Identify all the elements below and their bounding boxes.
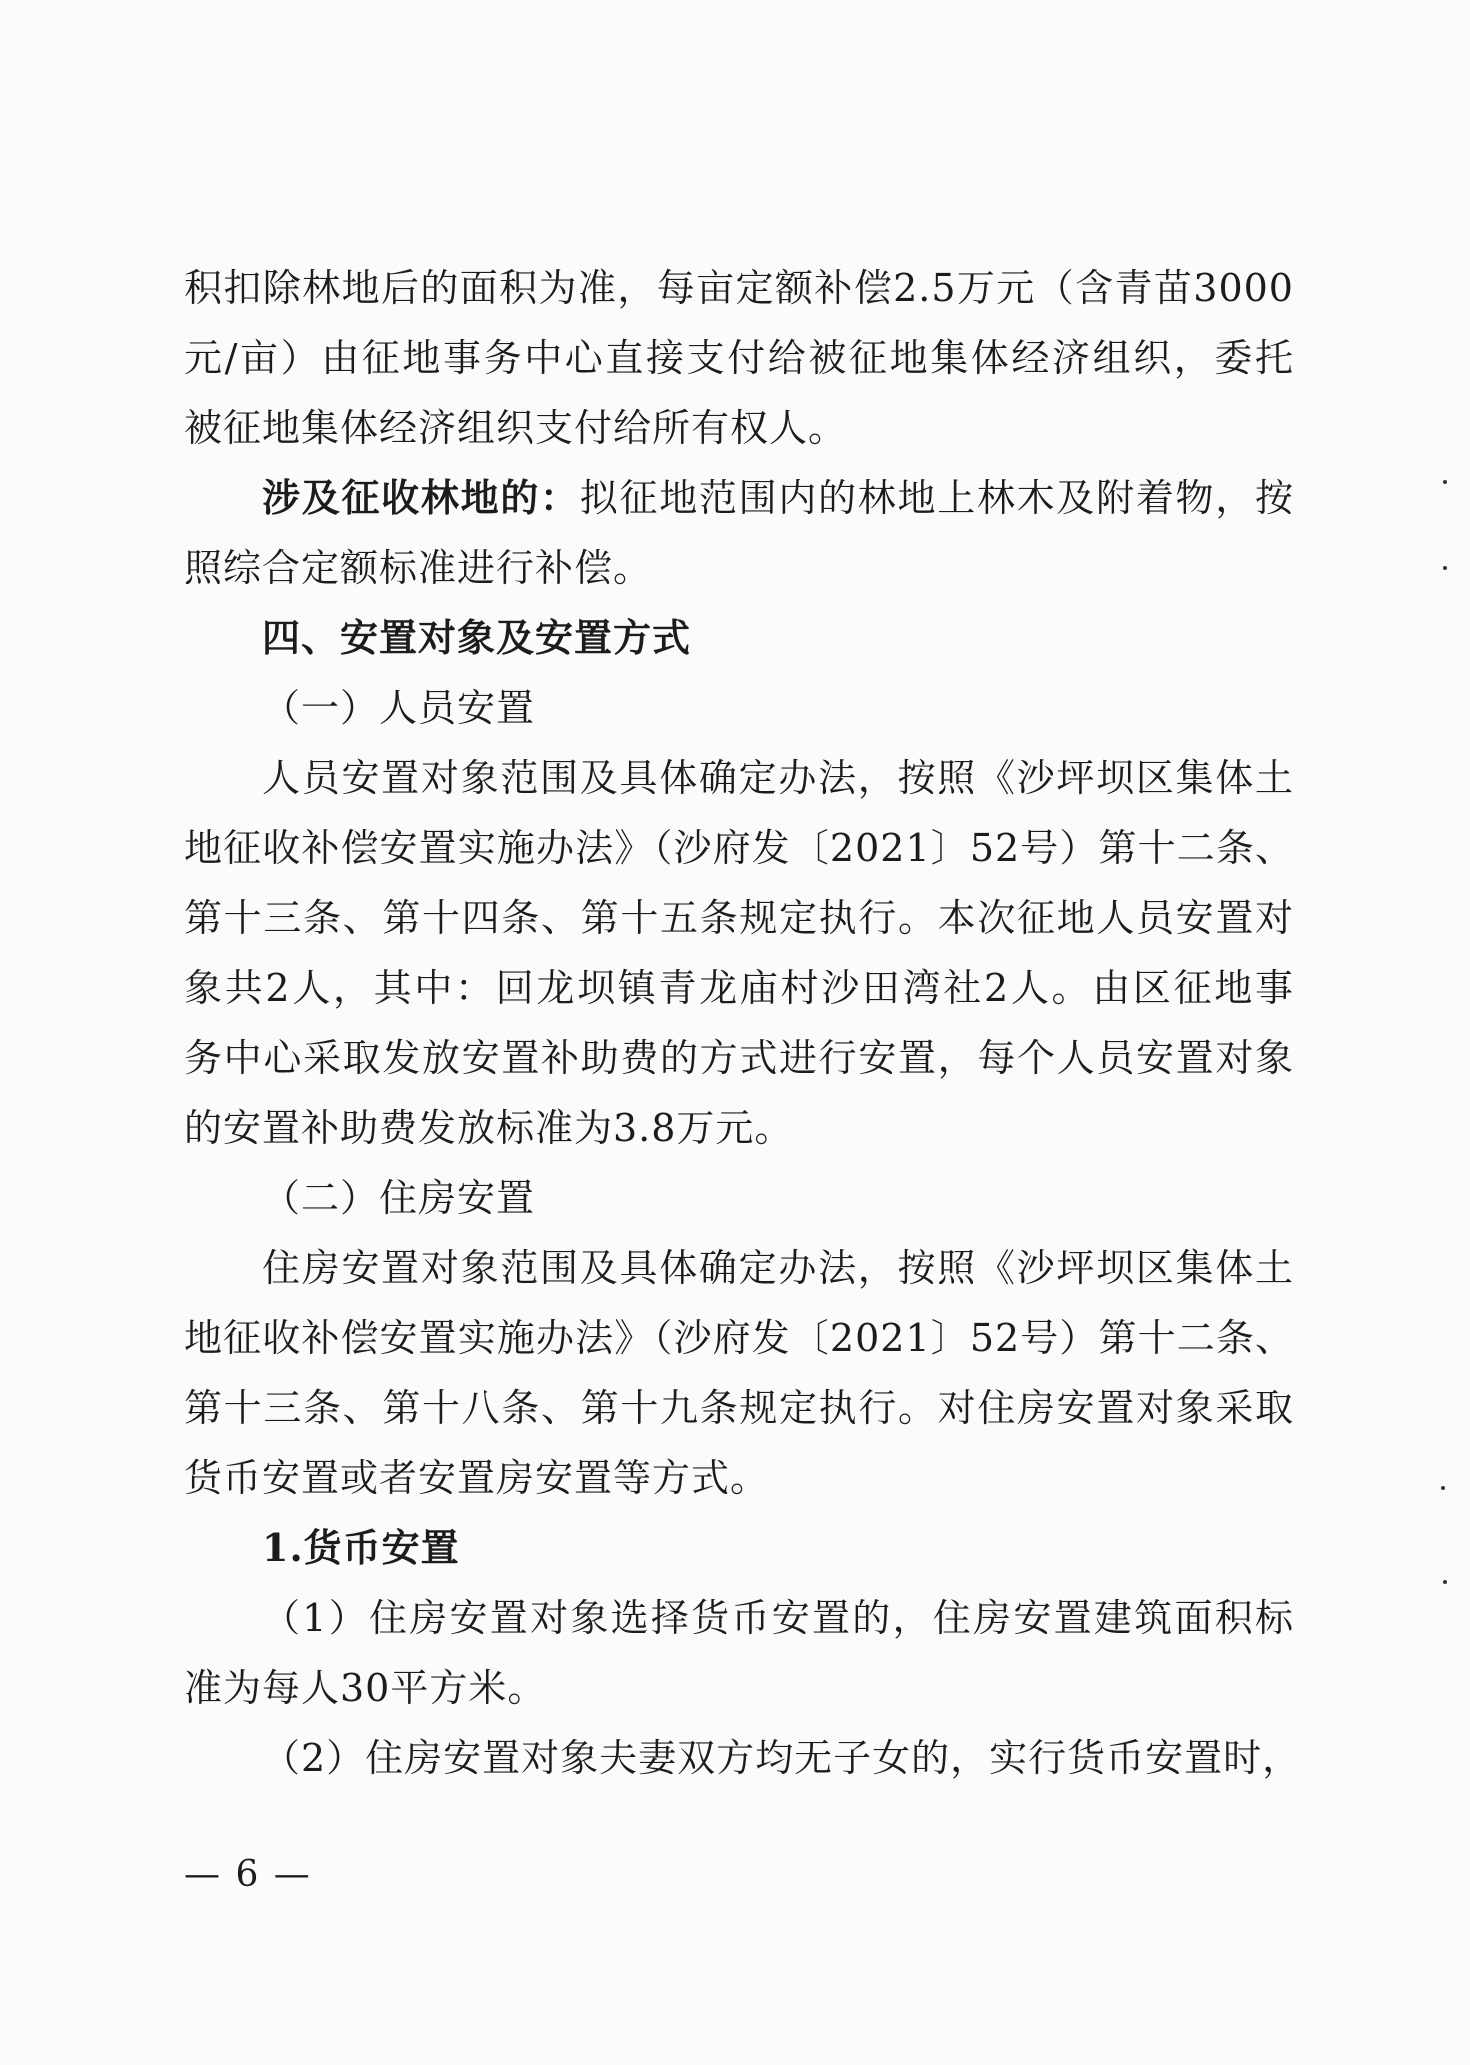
scan-speck <box>1443 480 1447 484</box>
text-line: 住房安置对象范围及具体确定办法，按照《沙坪坝区集体土 <box>262 1246 1294 1290</box>
subsection-heading: 1.货币安置 <box>262 1525 460 1570</box>
text-line: 照综合定额标准进行补偿。 <box>184 546 653 590</box>
text-line: 地征收补偿安置实施办法》（沙府发〔2021〕52号）第十二条、 <box>184 1316 1294 1360</box>
text-line: 人员安置对象范围及具体确定办法，按照《沙坪坝区集体土 <box>262 756 1294 800</box>
scan-speck <box>1441 1486 1445 1490</box>
subsection-heading: （二）住房安置 <box>262 1176 536 1220</box>
text-span: 拟征地范围内的林地上林木及附着物，按 <box>579 476 1294 520</box>
text-line: （2）住房安置对象夫妻双方均无子女的，实行货币安置时， <box>262 1736 1302 1780</box>
text-line: 象共2人，其中：回龙坝镇青龙庙村沙田湾社2人。由区征地事 <box>184 966 1294 1010</box>
subsection-heading: （一）人员安置 <box>262 686 536 730</box>
text-line: 第十三条、第十四条、第十五条规定执行。本次征地人员安置对 <box>184 896 1294 940</box>
text-line: 第十三条、第十八条、第十九条规定执行。对住房安置对象采取 <box>184 1386 1294 1430</box>
text-line: 的安置补助费发放标准为3.8万元。 <box>184 1106 794 1150</box>
text-line: 地征收补偿安置实施办法》（沙府发〔2021〕52号）第十二条、 <box>184 826 1294 870</box>
text-line: 元/亩）由征地事务中心直接支付给被征地集体经济组织，委托 <box>184 336 1294 380</box>
section-heading: 四、安置对象及安置方式 <box>262 615 692 660</box>
text-line: 被征地集体经济组织支付给所有权人。 <box>184 406 848 450</box>
text-line: 准为每人30平方米。 <box>184 1666 547 1710</box>
text-line: （1）住房安置对象选择货币安置的，住房安置建筑面积标 <box>262 1596 1294 1640</box>
text-line: 货币安置或者安置房安置等方式。 <box>184 1456 770 1500</box>
text-line: 积扣除林地后的面积为准，每亩定额补偿2.5万元（含青苗3000 <box>184 266 1294 310</box>
scan-speck <box>1443 566 1447 570</box>
bold-lead: 涉及征收林地的： <box>262 475 580 520</box>
text-line <box>262 472 1294 524</box>
page-number: — 6 — <box>184 1854 312 1895</box>
scan-speck <box>1443 1580 1447 1584</box>
text-line: 务中心采取发放安置补助费的方式进行安置，每个人员安置对象 <box>184 1036 1294 1080</box>
